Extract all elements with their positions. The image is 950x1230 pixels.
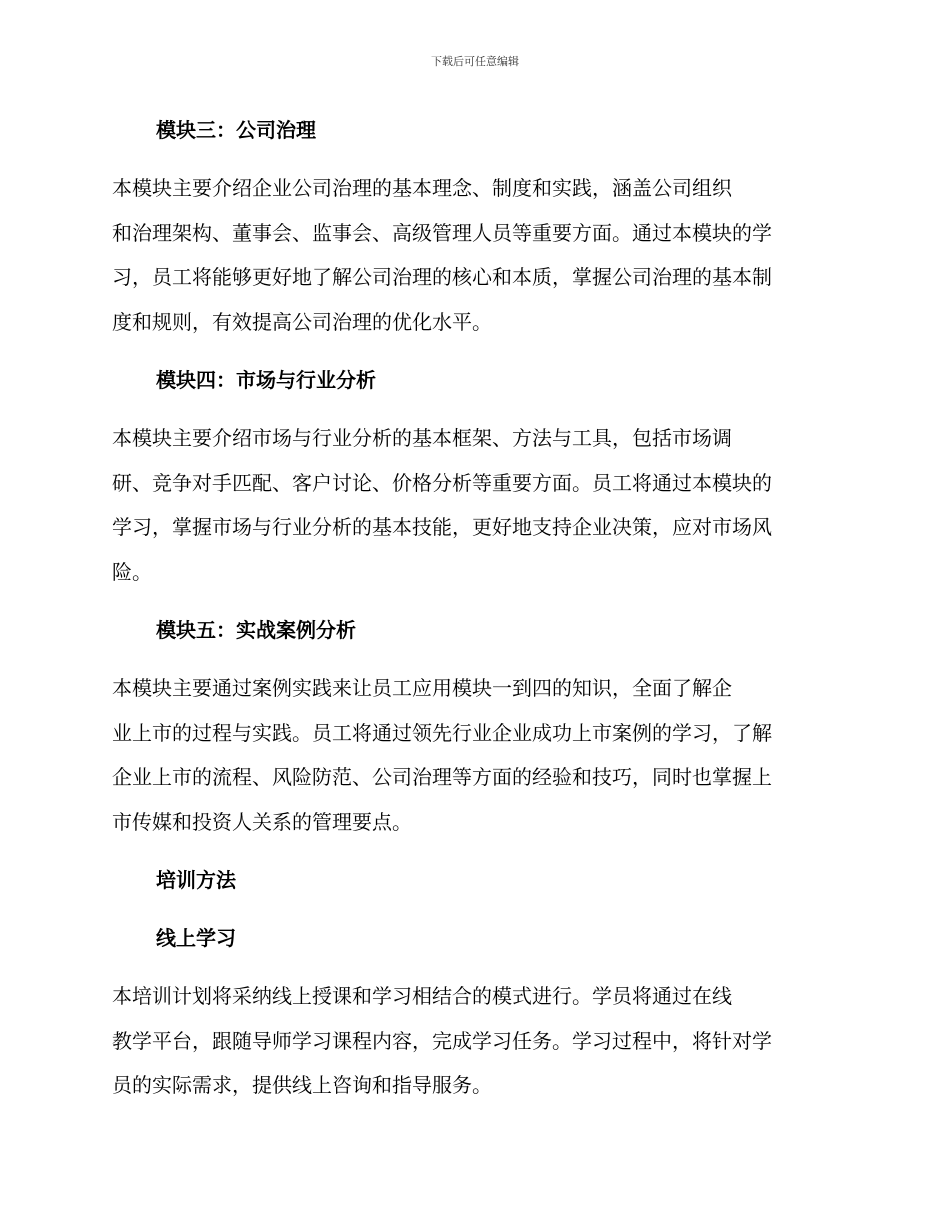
paragraph-line: 本模块主要介绍企业公司治理的基本理念、制度和实践，涵盖公司组织 — [112, 176, 732, 200]
paragraph-line: 业上市的过程与实践。员工将通过领先行业企业成功上市案例的学习，了解 — [112, 720, 772, 745]
paragraph-line: 本模块主要通过案例实践来让员工应用模块一到四的知识，全面了解企 — [112, 676, 732, 700]
paragraph-line: 研、竞争对手匹配、客户讨论、价格分析等重要方面。员工将通过本模块的 — [112, 470, 772, 495]
paragraph-line: 险。 — [112, 559, 152, 584]
page-header: 下载后可任意编辑 — [431, 55, 519, 68]
section-paragraph — [112, 666, 832, 844]
section-heading: 模块三：公司治理 — [156, 118, 316, 142]
paragraph-line: 和治理架构、董事会、监事会、高级管理人员等重要方面。通过本模块的学 — [112, 220, 772, 245]
paragraph-line: 习，员工将能够更好地了解公司治理的核心和本质，掌握公司治理的基本制 — [112, 265, 772, 289]
section-heading: 线上学习 — [156, 926, 236, 950]
paragraph-line: 本培训计划将采纳线上授课和学习相结合的模式进行。学员将通过在线 — [112, 984, 732, 1008]
section-paragraph — [112, 166, 832, 344]
document-body — [112, 108, 832, 1122]
paragraph-line: 企业上市的流程、风险防范、公司治理等方面的经验和技巧，同时也掌握上 — [112, 765, 772, 789]
section-heading: 模块四：市场与行业分析 — [156, 368, 376, 392]
paragraph-line: 度和规则，有效提高公司治理的优化水平。 — [112, 309, 492, 334]
paragraph-line: 教学平台，跟随导师学习课程内容，完成学习任务。学习过程中，将针对学 — [112, 1028, 772, 1053]
paragraph-line: 本模块主要介绍市场与行业分析的基本框架、方法与工具，包括市场调 — [112, 426, 732, 450]
section-heading: 培训方法 — [156, 868, 236, 892]
paragraph-line: 学习，掌握市场与行业分析的基本技能，更好地支持企业决策，应对市场风 — [112, 515, 772, 539]
section-paragraph — [112, 416, 832, 594]
section-paragraph — [112, 974, 832, 1108]
paragraph-line: 市传媒和投资人关系的管理要点。 — [112, 809, 412, 834]
section-heading: 模块五：实战案例分析 — [156, 618, 356, 642]
paragraph-line: 员的实际需求，提供线上咨询和指导服务。 — [112, 1073, 492, 1097]
